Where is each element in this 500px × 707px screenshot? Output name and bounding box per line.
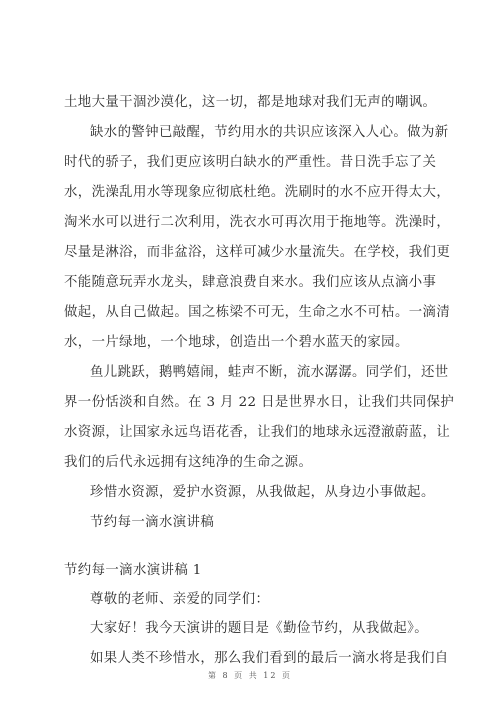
text-line: 界一份恬淡和自然。在 3 月 22 日是世界水日，让我们共同保护: [64, 395, 455, 410]
greeting: 大家好！我今天演讲的题目是《勤俭节约，从我做起》。: [90, 621, 429, 636]
text-line: 时代的骄子，我们更应该明白缺水的严重性。昔日洗手忘了关: [64, 155, 437, 170]
text-line: 我们的后代永远拥有这纯净的生命之源。: [64, 455, 313, 470]
page-number-footer: 第 8 页 共 12 页: [208, 671, 292, 680]
section-heading: 节约每一滴水演讲稿 1: [64, 563, 202, 578]
text-line: 不能随意玩弄水龙头，肆意浪费自来水。我们应该从点滴小事: [64, 275, 437, 290]
text-line: 做起，从自己做起。国之栋梁不可无，生命之水不可枯。一滴清: [64, 305, 451, 320]
paragraph-first-line: 鱼儿跳跃，鹅鸭嬉闹，蛙声不断，流水潺潺。同学们，还世: [90, 365, 449, 380]
salutation: 尊敬的老师、亲爱的同学们：: [90, 592, 270, 607]
text-line: 尽量是淋浴，而非盆浴，这样可减少水量流失。在学校，我们更: [64, 245, 451, 260]
text-line: 水，一片绿地，一个地球，创造出一个碧水蓝天的家园。: [64, 335, 409, 350]
paragraph-first-line: 珍惜水资源，爱护水资源，从我做起，从身边小事做起。: [90, 485, 435, 500]
section-title: 节约每一滴水演讲稿: [90, 515, 215, 530]
text-line: 水，洗澡乱用水等现象应彻底杜绝。洗刷时的水不应开得太大，: [64, 185, 451, 200]
paragraph-first-line: 如果人类不珍惜水，那么我们看到的最后一滴水将是我们自: [90, 651, 449, 666]
text-line: 水资源，让国家永远鸟语花香，让我们的地球永远澄澈蔚蓝，让: [64, 425, 451, 440]
paragraph-first-line: 缺水的警钟已敲醒，节约用水的共识应该深入人心。做为新: [90, 125, 449, 140]
text-line: 土地大量干涸沙漠化，这一切，都是地球对我们无声的嘲讽。: [64, 95, 437, 110]
text-line: 淘米水可以进行二次利用，洗衣水可再次用于拖地等。洗澡时，: [64, 215, 451, 230]
